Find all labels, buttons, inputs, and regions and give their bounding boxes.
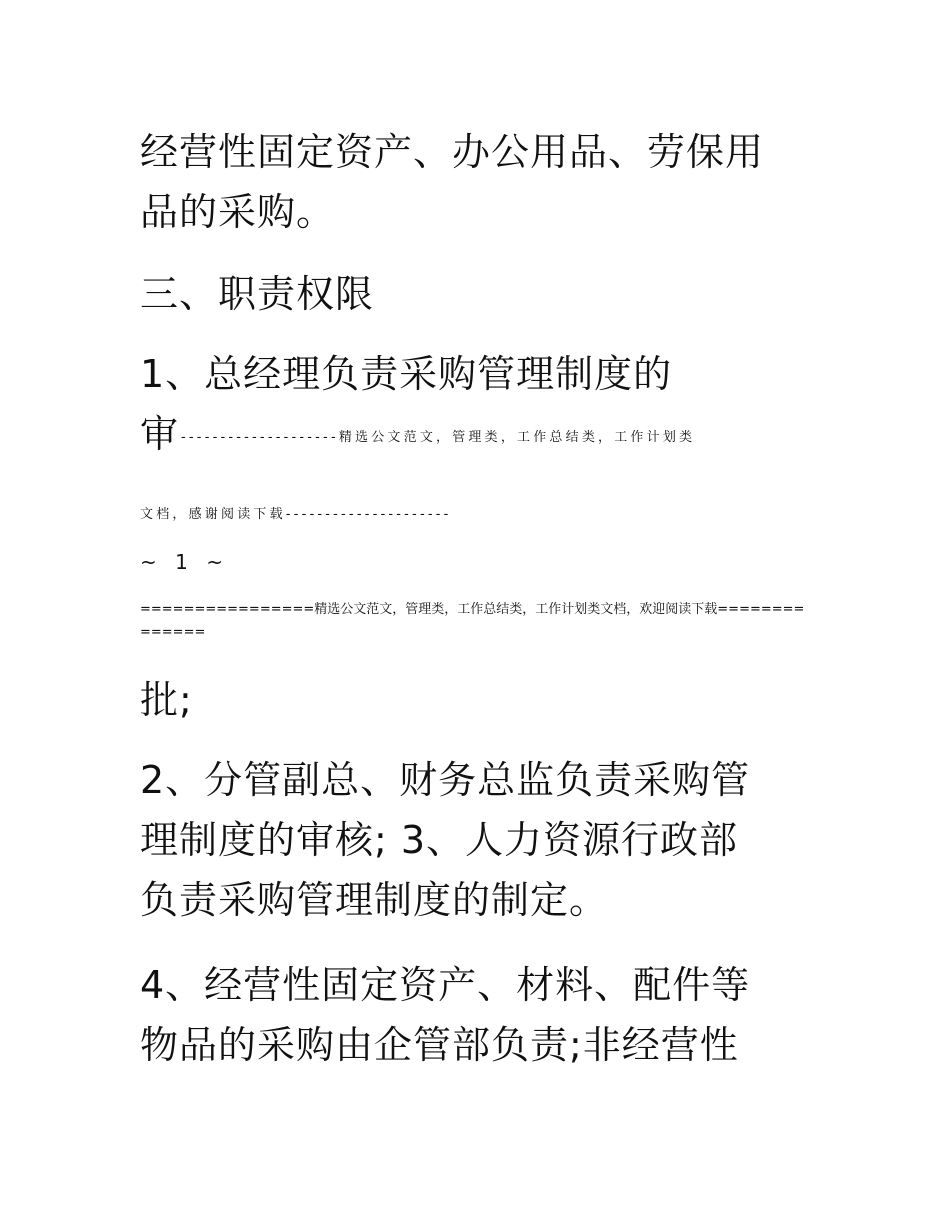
paragraph-line: 经营性固定资产、办公用品、劳保用 [140,130,765,174]
list-item-4 [140,955,750,1075]
list-item-line: 物品的采购由企管部负责;非经营性 [140,1023,739,1067]
list-item-line: 负责采购管理制度的制定。 [140,878,609,922]
footer-note-inline: --------------------精选公文范文，管理类，工作总结类，工作计划类 [181,430,696,445]
list-item-line: 4、经营性固定资产、材料、配件等 [140,963,751,1007]
list-item-line [140,404,695,468]
header-banner: ================精选公文范文，管理类，工作总结类，工作计划类文档，欢迎阅读下载============== [140,602,805,640]
list-item-1-end: 批; [140,678,193,722]
list-item-line: 2、分管副总、财务总监负责采购管 [140,758,751,802]
section-heading: 三、职责权限 [140,272,375,316]
list-item-text: 审 [140,412,180,456]
page-number: ~ 1 ~ [140,550,229,574]
paragraph-scope [140,122,764,242]
list-item-line: 理制度的审核; 3、人力资源行政部 [140,818,739,862]
footer-note-continuation: 文档，感谢阅读下载--------------------- [140,507,452,522]
list-items-2-3 [140,750,750,930]
paragraph-line: 品的采购。 [140,190,336,234]
list-item-line: 1、总经理负责采购管理制度的 [140,352,673,396]
list-item-1 [140,344,695,468]
